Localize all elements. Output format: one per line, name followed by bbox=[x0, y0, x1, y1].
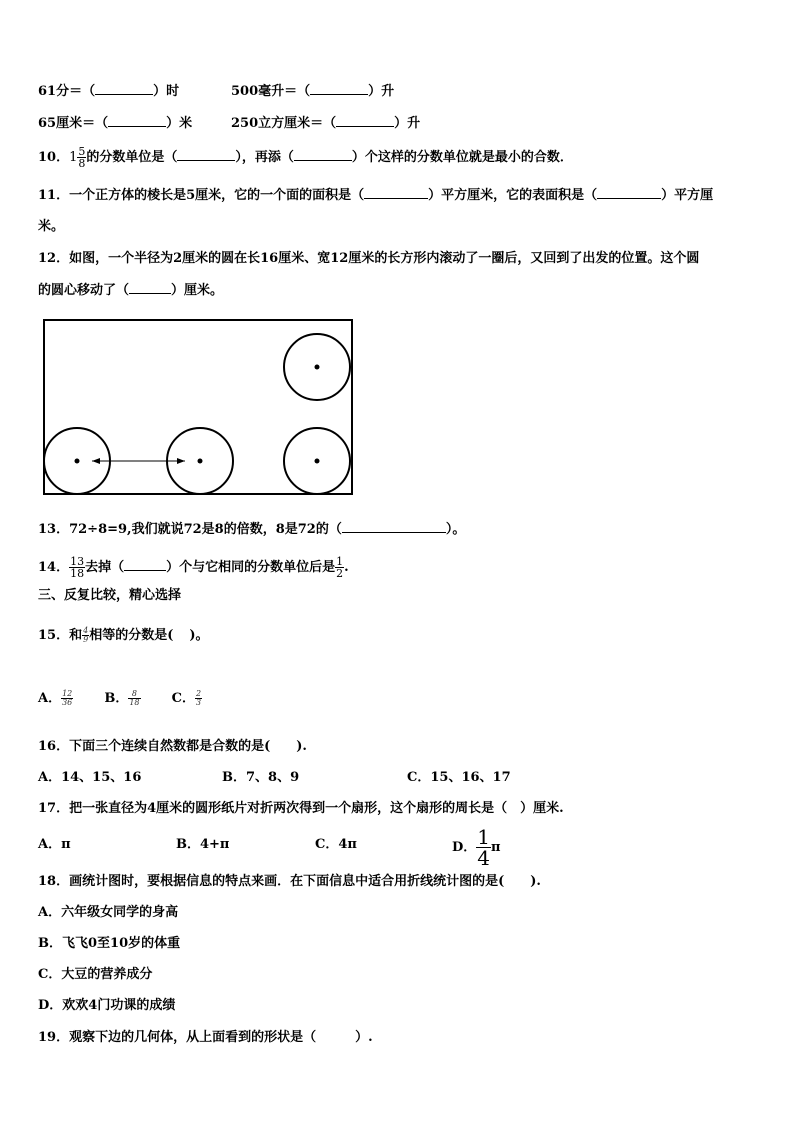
question-14: 14． $\frac{13}{18}$ 去掉（ ）个与它相同的分数单位后是 $\frac{1}{2}$ . bbox=[38, 555, 349, 580]
question-12-line2: 的圆心移动了（ ）厘米。 bbox=[38, 283, 224, 298]
question-10: 10．1 $\frac{5}{8}$ 的分数单位是（ ），再添（ ）个这样的分数单位就是最小的合数． bbox=[38, 145, 573, 170]
question-18: 18．画统计图时，要根据信息的特点来画．在下面信息中适合用折线统计图的是( ). bbox=[38, 874, 541, 889]
answer-blank[interactable] bbox=[294, 148, 352, 161]
answer-blank[interactable] bbox=[342, 520, 446, 533]
question-15: 15．和 $\frac{4}{9}$ 相等的分数是( )。 bbox=[38, 626, 209, 644]
fraction: $\frac{1}{4}$ bbox=[477, 825, 491, 870]
answer-blank[interactable] bbox=[124, 558, 166, 571]
fraction: $\frac{13}{18}$ bbox=[70, 555, 85, 580]
answer-blank[interactable] bbox=[129, 281, 171, 294]
fraction: $\frac{1}{2}$ bbox=[336, 555, 344, 580]
option-b[interactable]: B． $\frac{8}{18}$ bbox=[104, 689, 140, 707]
answer-blank[interactable] bbox=[310, 82, 368, 95]
q17-option-a[interactable]: A．π bbox=[38, 837, 71, 852]
rectangle-circle-figure bbox=[42, 318, 354, 496]
q9-row1b: 500毫升＝（ ）升 bbox=[231, 84, 395, 99]
question-13: 13．72÷8=9,我们就说72是8的倍数，8是72的（ ）。 bbox=[38, 522, 466, 537]
option-c[interactable]: C． $\frac{2}{3}$ bbox=[171, 689, 202, 707]
circle-center-dot bbox=[75, 459, 80, 464]
question-11-line2: 米。 bbox=[38, 219, 65, 234]
q9-row2: 65厘米＝（ ）米 bbox=[38, 116, 193, 131]
fraction: $\frac{8}{18}$ bbox=[129, 689, 140, 707]
q16-option-c[interactable]: C．15、16、17 bbox=[407, 770, 511, 785]
q16-option-b[interactable]: B．7、8、9 bbox=[222, 770, 300, 785]
q9-row2b: 250立方厘米＝（ ）升 bbox=[231, 116, 421, 131]
q18-option-c[interactable]: C．大豆的营养成分 bbox=[38, 967, 153, 982]
arrow-head-left bbox=[92, 458, 100, 464]
answer-blank[interactable] bbox=[177, 148, 235, 161]
fraction: $\frac{4}{9}$ bbox=[83, 626, 89, 644]
option-a[interactable]: A． $\frac{12}{36}$ bbox=[38, 689, 73, 707]
fraction: $\frac{5}{8}$ bbox=[78, 145, 86, 170]
question-17: 17．把一张直径为4厘米的圆形纸片对折两次得到一个扇形，这个扇形的周长是（ ）厘米. bbox=[38, 801, 564, 816]
answer-blank[interactable] bbox=[597, 186, 661, 199]
q17-option-b[interactable]: B．4+π bbox=[176, 837, 230, 852]
fraction: $\frac{12}{36}$ bbox=[62, 689, 73, 707]
circle-center-dot bbox=[315, 365, 320, 370]
circle-center-dot bbox=[315, 459, 320, 464]
answer-blank[interactable] bbox=[336, 114, 394, 127]
q16-option-a[interactable]: A．14、15、16 bbox=[38, 770, 142, 785]
circle-center-dot bbox=[198, 459, 203, 464]
question-16: 16．下面三个连续自然数都是合数的是( ). bbox=[38, 739, 307, 754]
rectangle bbox=[44, 320, 352, 494]
q18-option-d[interactable]: D．欢欢4门功课的成绩 bbox=[38, 998, 176, 1013]
q18-option-a[interactable]: A．六年级女同学的身高 bbox=[38, 905, 179, 920]
question-11-line1: 11．一个正方体的棱长是5厘米，它的一个面的面积是（ ）平方厘米，它的表面积是（ ）平方厘 bbox=[38, 188, 714, 203]
question-19: 19．观察下边的几何体，从上面看到的形状是（ ）. bbox=[38, 1030, 373, 1045]
arrow-head-right bbox=[177, 458, 185, 464]
q9-row1: 61分＝（ ）时 bbox=[38, 84, 180, 99]
q15-options bbox=[38, 690, 202, 708]
q18-option-b[interactable]: B．飞飞0至10岁的体重 bbox=[38, 936, 181, 951]
answer-blank[interactable] bbox=[108, 114, 166, 127]
answer-blank[interactable] bbox=[364, 186, 428, 199]
question-12-line1: 12．如图，一个半径为2厘米的圆在长16厘米、宽12厘米的长方形内滚动了一圈后，又回到了出发的位置。这个圆 bbox=[38, 251, 700, 266]
fraction: $\frac{2}{3}$ bbox=[195, 689, 202, 707]
q17-option-d[interactable]: D． $\frac{1}{4}$ π bbox=[452, 825, 501, 870]
q17-option-c[interactable]: C．4π bbox=[315, 837, 357, 852]
answer-blank[interactable] bbox=[95, 82, 153, 95]
section-heading: 三、反复比较，精心选择 bbox=[38, 588, 182, 603]
